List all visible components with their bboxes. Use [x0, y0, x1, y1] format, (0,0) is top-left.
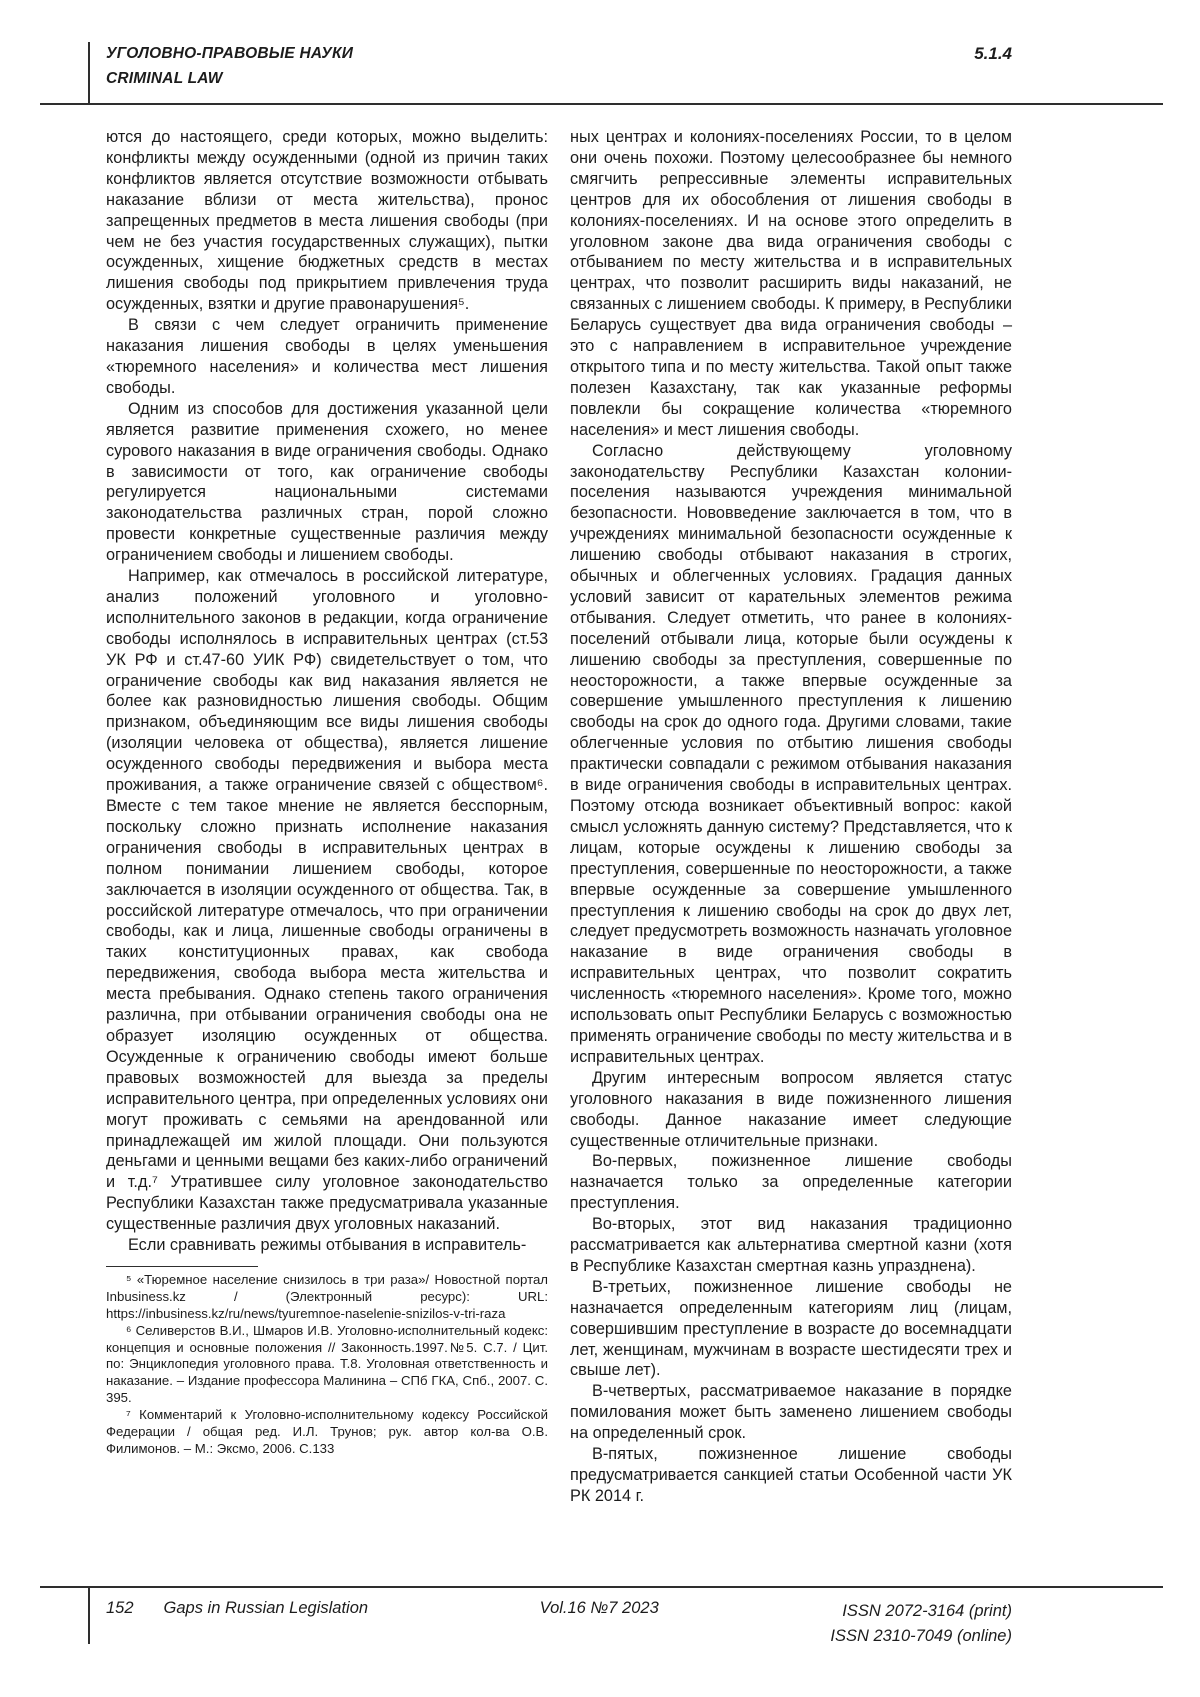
paragraph: ных центрах и колониях-поселениях России, то в целом они очень похожи. Поэтому целесообразнее бы немного смягчить репрессивные элементы исправительных центров для их обособления от лишения свободы в колониях-поселениях. И на основе этого определить в уголовном законе два вида ограничения свободы с отбыванием по месту жительства и в исправительных центрах, что позволит расширить виды наказаний, не связанных с лишением свободы. К примеру, в Республики Беларусь существует два вида ограничения свободы – это с направлением в исправительное учреждение открытого типа и по месту жительства. Такой опыт также полезен Казахстану, так как указанные реформы повлекли бы сокращение количества «тюремного населения» и мест лишения свободы. — [570, 128, 1012, 439]
left-column — [106, 127, 548, 1507]
page-number: 152 — [106, 1599, 134, 1617]
page-header — [106, 42, 1012, 92]
paragraph: В связи с чем следует ограничить применение наказания лишения свободы в целях уменьшения «тюремного населения» и количества мест лишения свободы. — [106, 316, 548, 397]
section-title-en: CRIMINAL LAW — [106, 69, 223, 87]
paragraph: В-четвертых, рассматриваемое наказание в порядке помилования может быть заменено лишением свободы на определенный срок. — [570, 1382, 1012, 1443]
footnotes-block — [106, 1272, 548, 1458]
footnote: ⁷ Комментарий к Уголовно-исполнительному кодексу Российской Федерации / общая ред. И.Л. Трунов; рук. автор кол-ва О.В. Филимонов. – М.: Эксмо, 2006. С.133 — [106, 1407, 548, 1456]
section-code: 5.1.4 — [974, 44, 1012, 63]
footnote-separator — [106, 1266, 258, 1267]
paragraph: В-третьих, пожизненное лишение свободы не назначается определенным категориям лиц (лицам, совершившим преступление в возрасте до восемнадцати лет, женщинам, мужчинам в возрасте шестидесяти трех и свыше лет). — [570, 1277, 1012, 1380]
paragraph: Если сравнивать режимы отбывания в исправитель- — [128, 1236, 527, 1255]
issn-block — [830, 1599, 1012, 1649]
footer-left — [106, 1599, 368, 1618]
paragraph: Одним из способов для достижения указанной цели является развитие применения схожего, но менее сурового наказания в виде ограничения свободы. Однако в зависимости от того, как ограничение свободы регулируется национальными системами законодательства различных стран, порой сложно провести конкретные существенные различия между ограничением свободы и лишением свободы. — [106, 399, 548, 565]
journal-name: Gaps in Russian Legislation — [163, 1599, 369, 1617]
footer-tick — [88, 1586, 90, 1644]
paragraph: Во-вторых, этот вид наказания традиционно рассматривается как альтернатива смертной казни (хотя в Республике Казахстан смертная казнь упразднена). — [570, 1215, 1012, 1275]
paragraph: Другим интересным вопросом является статус уголовного наказания в виде пожизненного лишения свободы. Данное наказание имеет следующие существенные отличительные признаки. — [570, 1068, 1012, 1150]
paragraph: В-пятых, пожизненное лишение свободы предусматривается санкцией статьи Особенной части УК РК 2014 г. — [570, 1445, 1012, 1505]
issn-print: ISSN 2072-3164 (print) — [842, 1602, 1012, 1620]
left-column-text — [106, 127, 548, 1256]
section-title-ru: УГОЛОВНО-ПРАВОВЫЕ НАУКИ — [106, 45, 354, 62]
issue-info: Vol.16 №7 2023 — [539, 1599, 659, 1617]
section-titles — [106, 42, 353, 92]
footnote: ⁶ Селиверстов В.И., Шмаров И.В. Уголовно-исполнительный кодекс: концепция и основные положения // Законность.1997.№5. С.7. / Цит. по: Энциклопедия уголовного права. Т.8. Уголовная ответственность и наказание. – Издание профессора Малинина – СПб ГКА, Спб., 2007. С. 395. — [106, 1322, 548, 1406]
paragraph: Например, как отмечалось в российской литературе, анализ положений уголовного и уголовно-исполнительного законов в редакции, когда ограничение свободы исполнялось в исправительных центрах (ст.53 УК РФ и ст.47-60 УИК РФ) свидетельствует о том, что ограничение свободы как вид наказания является не более как разновидностью лишения свободы. Общим признаком, объединяющим все виды лишения свободы (изоляции человека от общества), является лишение осужденного свободы передвижения и выбора места проживания, а также ограничение связей с обществом⁶. Вместе с тем такое мнение не является бесспорным, поскольку сложно признать исполнение наказания ограничения свободы в исправительных центрах в полном понимании лишением свободы, которое заключается в изоляции осужденного от общества. Так, в российской литературе отмечалось, что при ограничении свободы, как и лица, лишенные свободы ограничены в таких конституционных правах, как свобода передвижения, свобода выбора места жительства и места пребывания. Однако степень такого ограничения различна, при отбывании ограничения свободы она не образует изоляцию осужденных от общества. Осужденные к ограничению свободы имеют больше правовых возможностей для выезда за пределы исправительного центра, при определенных условиях они могут проживать с семьями на арендованной или принадлежащей им жилой площади. Они пользуются деньгами и ценными вещами без каких-либо ограничений и т.д.⁷ Утратившее силу уголовное законодательство Республики Казахстан также предусматривала указанные существенные различия двух уголовных наказаний. — [106, 567, 548, 1234]
header-tick — [88, 42, 90, 105]
page-footer — [106, 1599, 1012, 1649]
paragraph: Во-первых, пожизненное лишение свободы назначается только за определенные категории преступления. — [570, 1152, 1012, 1213]
paragraph: Согласно действующему уголовному законодательству Республики Казахстан колонии-поселения называются учреждения минимальной безопасности. Нововведение заключается в том, что в учреждениях минимальной безопасности осужденные к лишению свободы отбывают наказания в строгих, обычных и облегченных условиях. Градация данных условий зависит от карательных элементов режима отбывания. Следует отметить, что ранее в колониях-поселений отбывали лица, которые были осуждены к лишению свободы за преступления, совершенные по неосторожности, а также впервые осужденные за совершение умышленного преступления к лишению свободы на срок до одного года. Другими словами, такие облегченные условия по отбытию лишения свободы практически совпадали с режимом отбывания наказания в виде ограничения свободы в исправительных центрах. Поэтому отсюда возникает объективный вопрос: какой смысл усложнять данную систему? Представляется, что к лицам, которые осуждены к лишению свободы за преступления, совершенные по неосторожности, а также впервые осужденные за совершение умышленного преступления к лишению свободы на срок до двух лет, следует предусмотреть возможность назначать уголовное наказание в виде ограничения свободы в исправительных центрах, что позволит сократить численность «тюремного населения». Кроме того, можно использовать опыт Республики Беларусь с возможностью применять ограничение свободы по месту жительства и в исправительных центрах. — [570, 441, 1012, 1066]
issn-online: ISSN 2310-7049 (online) — [830, 1626, 1012, 1645]
article-body — [106, 127, 1012, 1507]
footer-rule — [40, 1586, 1163, 1588]
paragraph: ются до настоящего, среди которых, можно выделить: конфликты между осужденными (одной из причин таких конфликтов является отсутствие возможности отбывать наказание вблизи от места жительства), пронос запрещенных предметов в места лишения свободы (при чем не без участия государственных служащих), пытки осужденных, хищение бюджетных средств в местах лишения свободы под прикрытием привлечения труда осужденных, взятки и другие правонарушения⁵. — [106, 128, 548, 314]
right-column — [570, 127, 1012, 1507]
footnote: ⁵ «Тюремное население снизилось в три раза»/ Новостной портал Inbusiness.kz / (Электронный ресурс): URL: https://inbusiness.kz/ru/news/tyuremnoe-naselenie-snizilos-v-tri-raza — [106, 1271, 548, 1321]
header-rule — [40, 103, 1163, 105]
right-column-text — [570, 127, 1012, 1507]
